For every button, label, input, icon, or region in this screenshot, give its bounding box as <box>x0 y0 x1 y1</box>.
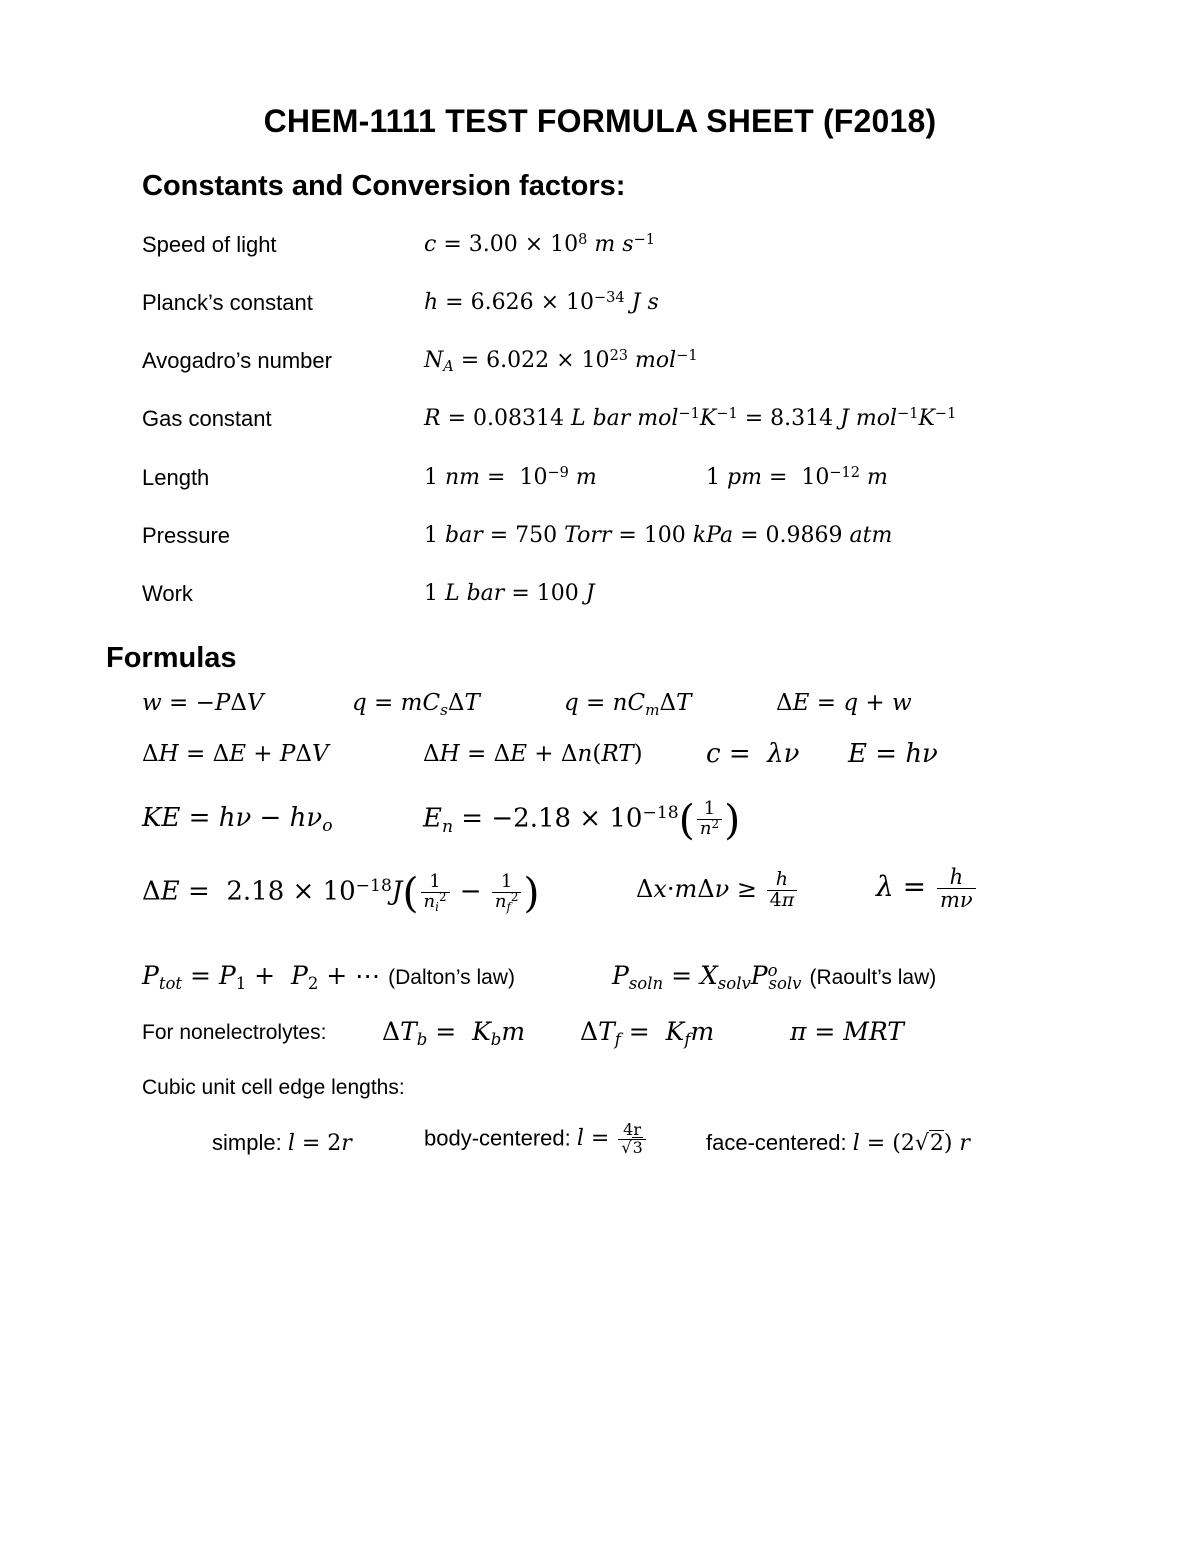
constant-row-length <box>142 465 1142 505</box>
constant-label: Speed of light <box>142 232 277 257</box>
body-centered-formula: body-centered: l = $\frac{4r}{√3}$ <box>424 1122 648 1157</box>
constant-value-pm: 1 pm = $10^{-12}$ m <box>706 464 888 490</box>
constant-value: R = 0.08314 L bar $mol^{-1}K^{-1} = 8.314$ J $mol^{-1}K^{-1}$ <box>424 405 957 431</box>
enthalpy-formula: ΔH = ΔE + PΔV <box>142 741 329 767</box>
cubic-cell-label: Cubic unit cell edge lengths: <box>142 1076 405 1099</box>
constant-value: $c = 3.00 \times 10^8$ m $s^{-1}$ <box>424 231 655 257</box>
energy-transition-formula: $\Delta E = 2.18 \times 10^{-18}J$( $\frac{1}{n_i^2}$ − $\frac{1}{n_f^2}$ ) <box>142 868 540 917</box>
constant-row-pressure <box>142 523 1142 563</box>
face-centered-formula: face-centered: l = (2√2) r <box>706 1130 970 1156</box>
constant-label: Length <box>142 465 210 490</box>
raoult-formula: $P_{soln} = X_{solv}P^o_{solv}$ (Raoult’s law) <box>612 960 937 993</box>
formulas-heading: Formulas <box>106 642 237 674</box>
boiling-point-formula: $\Delta T_b = K_bm$ <box>382 1017 526 1049</box>
constant-label: Avogadro’s number <box>142 348 332 373</box>
constant-label: Pressure <box>142 523 231 548</box>
uncertainty-formula: Δx·mΔν ≥ $\frac{h}{4\pi}$ <box>636 870 799 911</box>
internal-energy-formula: ΔE = q + w <box>776 690 912 716</box>
heat-molar-formula: $q = nC_m\Delta T$ <box>564 690 692 719</box>
osmotic-pressure-formula: π = MRT <box>790 1017 904 1046</box>
page-title: CHEM-1111 TEST FORMULA SHEET (F2018) <box>263 103 937 139</box>
work-formula: w = −PΔV <box>142 690 264 716</box>
constant-value: 1 bar = 750 Torr = 100 kPa = 0.9869 atm <box>424 523 893 548</box>
enthalpy-gas-formula: ΔH = ΔE + Δn(RT) <box>423 741 643 767</box>
constants-heading: Constants and Conversion factors: <box>142 170 626 202</box>
constant-label: Work <box>142 581 193 606</box>
constant-label: Gas constant <box>142 406 272 431</box>
dalton-formula: $P_{tot} = P_1 + P_2$ + ⋯ (Dalton’s law) <box>142 961 515 993</box>
dalton-law-label: (Dalton’s law) <box>388 966 515 989</box>
constant-value: $h = 6.626 \times 10^{-34}$ J s <box>424 289 659 315</box>
de-broglie-formula: λ = $\frac{h}{m\nu}$ <box>876 866 978 911</box>
wave-formula: c = λν <box>706 739 800 769</box>
constant-value: $N_A = 6.022 \times 10^{23}$ mol$^{-1}$ <box>424 347 698 376</box>
simple-cubic-formula: simple: l = 2r <box>212 1130 352 1156</box>
constant-label: Planck’s constant <box>142 290 313 315</box>
constant-value-nm: 1 nm = $10^{-9}$ m <box>424 464 597 490</box>
photoelectric-formula: KE = $h\nu - h\nu_o$ <box>142 803 333 837</box>
freezing-point-formula: $\Delta T_f = K_fm$ <box>580 1017 715 1049</box>
bohr-energy-formula: $E_n = -2.18 \times 10^{-18}$( $\frac{1}{n^2}$ ) <box>423 795 741 844</box>
heat-specific-formula: $q = mC_s\Delta T$ <box>352 690 480 719</box>
constant-row-speed-of-light <box>142 232 1142 272</box>
constant-row-planck <box>142 290 1142 330</box>
constant-row-avogadro <box>142 348 1142 388</box>
constant-row-work <box>142 581 1142 621</box>
raoult-law-label: (Raoult’s law) <box>809 966 937 989</box>
constant-row-gas-constant <box>142 406 1142 446</box>
nonelectrolytes-label: For nonelectrolytes: <box>142 1021 327 1044</box>
constant-value: 1 L bar = 100 J <box>424 581 595 606</box>
photon-energy-formula: E = hν <box>848 739 938 769</box>
